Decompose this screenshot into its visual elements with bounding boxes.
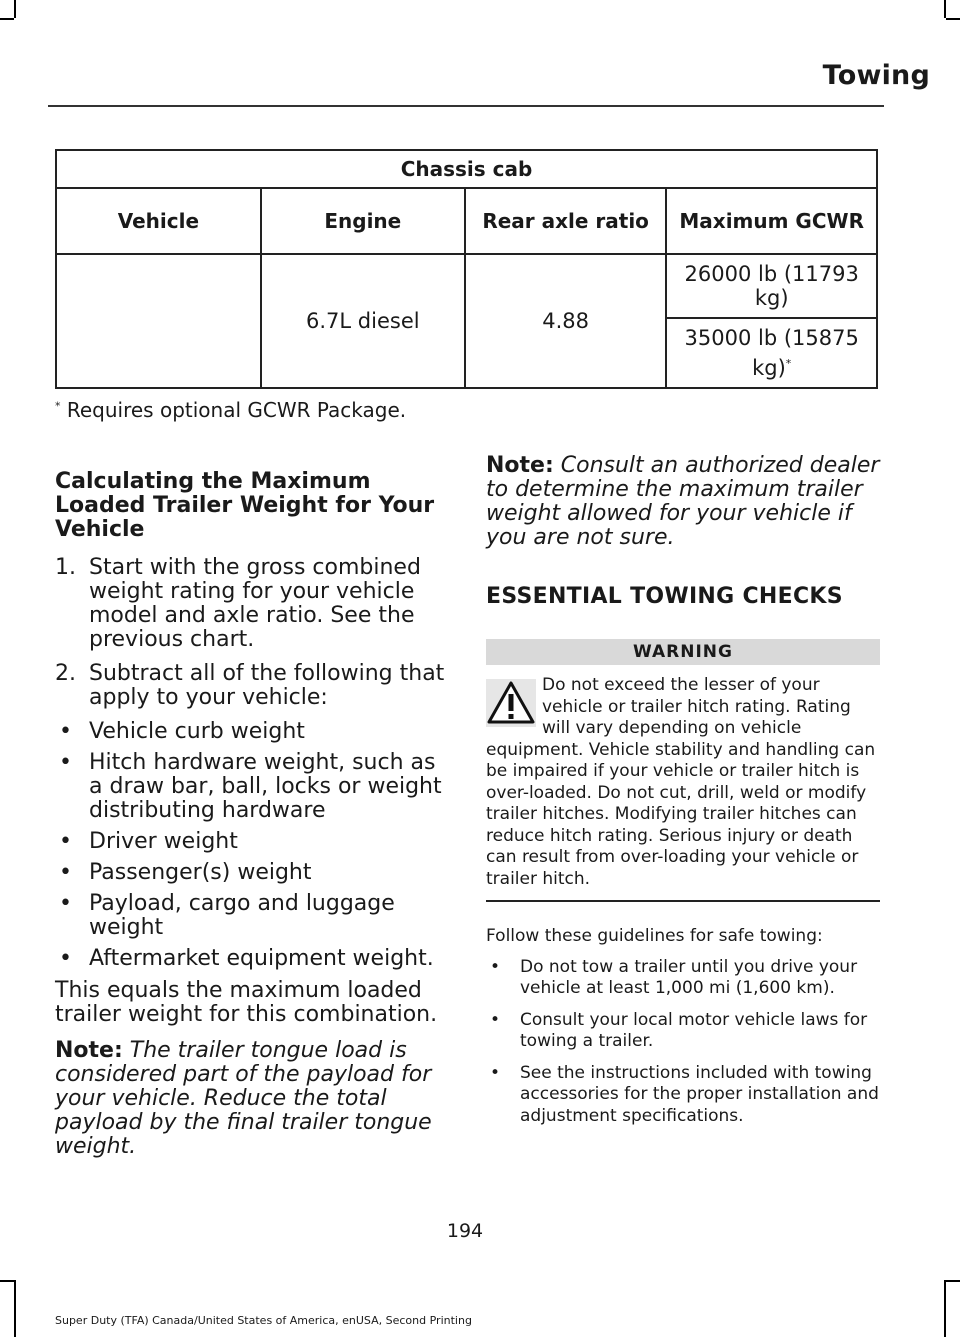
list-item xyxy=(55,662,450,710)
bullet-text: Do not tow a trailer until you drive your vehicle at least 1,000 mi (1,600 km). xyxy=(520,956,858,998)
section-heading: Calculating the Maximum Loaded Trailer Weight for Your Vehicle xyxy=(55,469,435,542)
crop-mark xyxy=(946,18,960,20)
cell-vehicle xyxy=(56,254,261,388)
bullet-icon: • xyxy=(59,891,72,916)
note-paragraph xyxy=(486,454,880,550)
warning-body xyxy=(486,675,880,890)
bullet-text: Vehicle curb weight xyxy=(89,719,305,744)
bullet-icon: • xyxy=(59,946,72,971)
cell-gcwr xyxy=(666,318,877,388)
bullet-text: Passenger(s) weight xyxy=(89,860,312,885)
steps-list xyxy=(55,556,450,710)
cell-gcwr-value: 35000 lb (15875 kg) xyxy=(684,326,859,380)
crop-mark xyxy=(14,1280,16,1337)
note-label: Note: xyxy=(486,453,554,478)
crop-mark xyxy=(946,1280,960,1282)
crop-mark xyxy=(14,0,16,18)
list-item xyxy=(55,556,450,652)
warning-banner: WARNING xyxy=(486,639,880,665)
list-item xyxy=(55,947,450,971)
list-item xyxy=(55,861,450,885)
footnote-mark: * xyxy=(785,357,792,370)
cell-engine: 6.7L diesel xyxy=(261,254,465,388)
list-item xyxy=(486,1063,880,1128)
note-text: Consult an authorized dealer to determine the maximum trailer weight allowed for your vehicle if you are not sure. xyxy=(486,453,880,550)
left-column xyxy=(55,470,450,1159)
note-text: The trailer tongue load is considered part of the payload for your vehicle. Reduce the total payload by the final trailer tongue weight. xyxy=(55,1038,432,1159)
note-label: Note: xyxy=(55,1038,123,1063)
crop-mark xyxy=(0,1280,14,1282)
warning-divider xyxy=(486,900,880,902)
column-header-engine: Engine xyxy=(261,188,465,254)
list-item xyxy=(55,720,450,744)
bullet-text: Driver weight xyxy=(89,829,238,854)
bullet-text: Payload, cargo and luggage weight xyxy=(89,891,395,940)
column-header-vehicle: Vehicle xyxy=(56,188,261,254)
section-heading: ESSENTIAL TOWING CHECKS xyxy=(486,584,843,609)
bullet-icon: • xyxy=(490,956,501,977)
footer-text: Super Duty (TFA) Canada/United States of America, enUSA, Second Printing xyxy=(55,1314,472,1327)
step-text: Start with the gross combined weight rating for your vehicle model and axle ratio. See the previous chart. xyxy=(89,555,421,652)
bullet-text: Hitch hardware weight, such as a draw bar, ball, locks or weight distributing hardware xyxy=(89,750,442,823)
step-text: Subtract all of the following that apply to your vehicle: xyxy=(89,661,445,710)
intro-paragraph: Follow these guidelines for safe towing: xyxy=(486,925,823,946)
bullet-text: Consult your local motor vehicle laws for towing a trailer. xyxy=(520,1009,868,1051)
footnote-text: Requires optional GCWR Package. xyxy=(60,398,407,422)
step-number: 2. xyxy=(55,661,76,686)
equals-paragraph: This equals the maximum loaded trailer weight for this combination. xyxy=(55,978,438,1027)
bullet-icon: • xyxy=(490,1062,501,1083)
header-divider xyxy=(48,105,884,107)
bullet-text: See the instructions included with towing accessories for the proper installation and adjustment specifications. xyxy=(520,1062,879,1126)
crop-mark xyxy=(944,0,946,18)
list-item xyxy=(55,830,450,854)
table-footnote xyxy=(55,398,406,422)
footnote-mark: * xyxy=(55,399,61,413)
crop-mark xyxy=(944,1280,946,1337)
bullet-text: Aftermarket equipment weight. xyxy=(89,946,434,971)
cell-gcwr: 26000 lb (11793 kg) xyxy=(666,254,877,318)
warning-text: Do not exceed the lesser of your vehicle or trailer hitch rating. Rating will vary depending on vehicle equipment. Vehicle stability and handling can be impaired if your vehicle or trailer hitch is over-loaded. Do not cut, drill, weld or modify trailer hitches. Modifying trailer hitches can reduce hitch rating. Serious injury or death can result from over-loading your vehicle or trailer hitch. xyxy=(486,675,876,889)
note-paragraph xyxy=(55,1039,450,1159)
bullet-icon: • xyxy=(59,719,72,744)
bullet-icon: • xyxy=(490,1009,501,1030)
crop-mark xyxy=(0,18,14,20)
list-item xyxy=(55,751,450,823)
page-number: 194 xyxy=(446,1220,484,1242)
list-item xyxy=(486,957,880,1000)
step-number: 1. xyxy=(55,555,76,580)
list-item xyxy=(486,1010,880,1053)
bullet-icon: • xyxy=(59,860,72,885)
column-header-max-gcwr: Maximum GCWR xyxy=(666,188,877,254)
bullet-icon: • xyxy=(59,750,72,775)
table-caption: Chassis cab xyxy=(56,150,877,188)
list-item xyxy=(55,892,450,940)
gcwr-table xyxy=(55,149,878,389)
right-column xyxy=(486,454,880,1137)
weights-list xyxy=(55,720,450,971)
column-header-axle-ratio: Rear axle ratio xyxy=(465,188,667,254)
page-title: Towing xyxy=(822,60,930,91)
warning-triangle-icon xyxy=(486,677,536,729)
bullet-icon: • xyxy=(59,829,72,854)
cell-axle-ratio: 4.88 xyxy=(465,254,667,388)
table-row xyxy=(56,254,877,318)
guidelines-list xyxy=(486,957,880,1128)
